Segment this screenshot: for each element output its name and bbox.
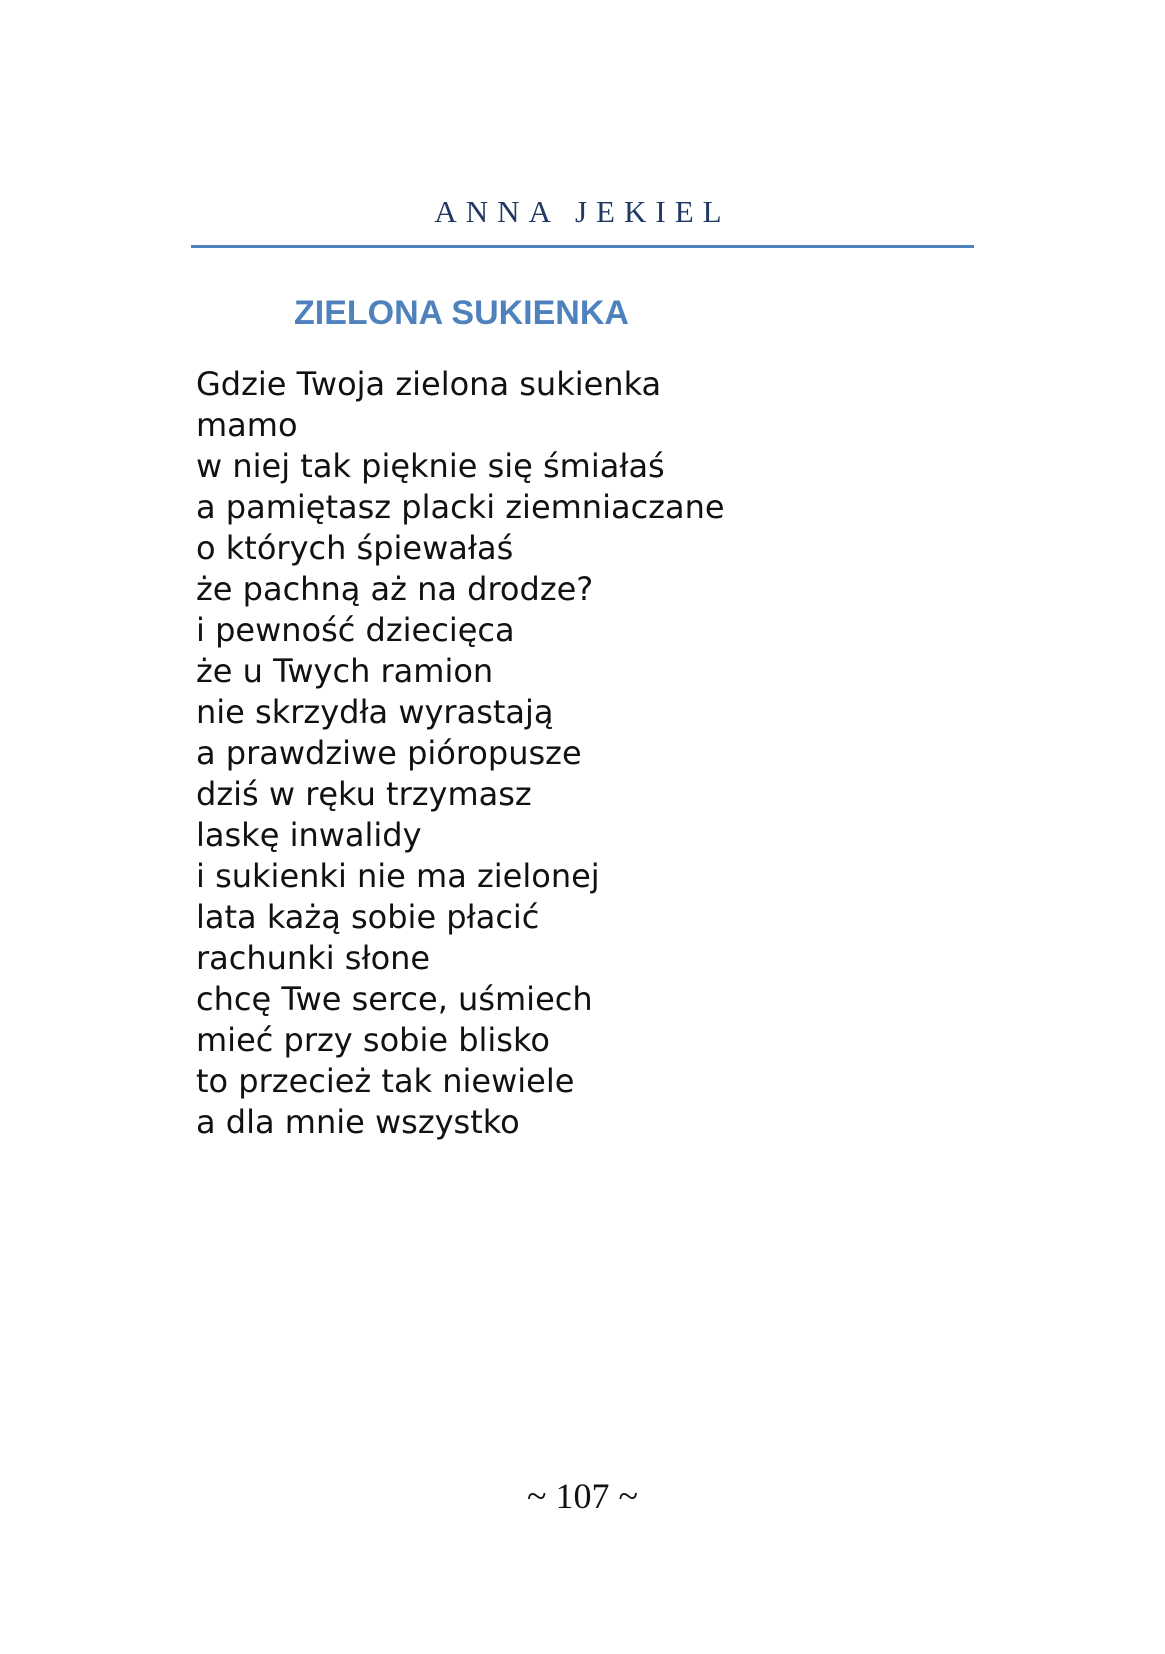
poem-line: a pamiętasz placki ziemniaczane bbox=[196, 488, 725, 526]
running-header-author: ANNA JEKIEL bbox=[434, 194, 731, 229]
poem-line: że u Twych ramion bbox=[196, 652, 494, 690]
poem-line: mamo bbox=[196, 406, 298, 444]
poem-line: a dla mnie wszystko bbox=[196, 1103, 520, 1141]
poem-line: że pachną aż na drodze? bbox=[196, 570, 594, 608]
poem-line: w niej tak pięknie się śmiałaś bbox=[196, 447, 665, 485]
poem-line: nie skrzydła wyrastają bbox=[196, 693, 554, 731]
poem-line: a prawdziwe pióropusze bbox=[196, 734, 582, 772]
poem-line: lata każą sobie płacić bbox=[196, 898, 540, 936]
poem-line: i sukienki nie ma zielonej bbox=[196, 857, 600, 895]
poem-line: dziś w ręku trzymasz bbox=[196, 775, 532, 813]
poem-line: i pewność dziecięca bbox=[196, 611, 515, 649]
page-number: ~ 107 ~ bbox=[527, 1476, 638, 1516]
poem-line: mieć przy sobie blisko bbox=[196, 1021, 550, 1059]
poem-body bbox=[196, 364, 725, 1143]
poem-line: rachunki słone bbox=[196, 939, 431, 977]
header-rule bbox=[191, 245, 974, 248]
poem-line: to przecież tak niewiele bbox=[196, 1062, 575, 1100]
poem-line: Gdzie Twoja zielona sukienka bbox=[196, 365, 662, 403]
poem-line: laskę inwalidy bbox=[196, 816, 422, 854]
poem-line: chcę Twe serce, uśmiech bbox=[196, 980, 593, 1018]
poem-title: ZIELONA SUKIENKA bbox=[294, 294, 629, 332]
poem-line: o których śpiewałaś bbox=[196, 529, 514, 567]
